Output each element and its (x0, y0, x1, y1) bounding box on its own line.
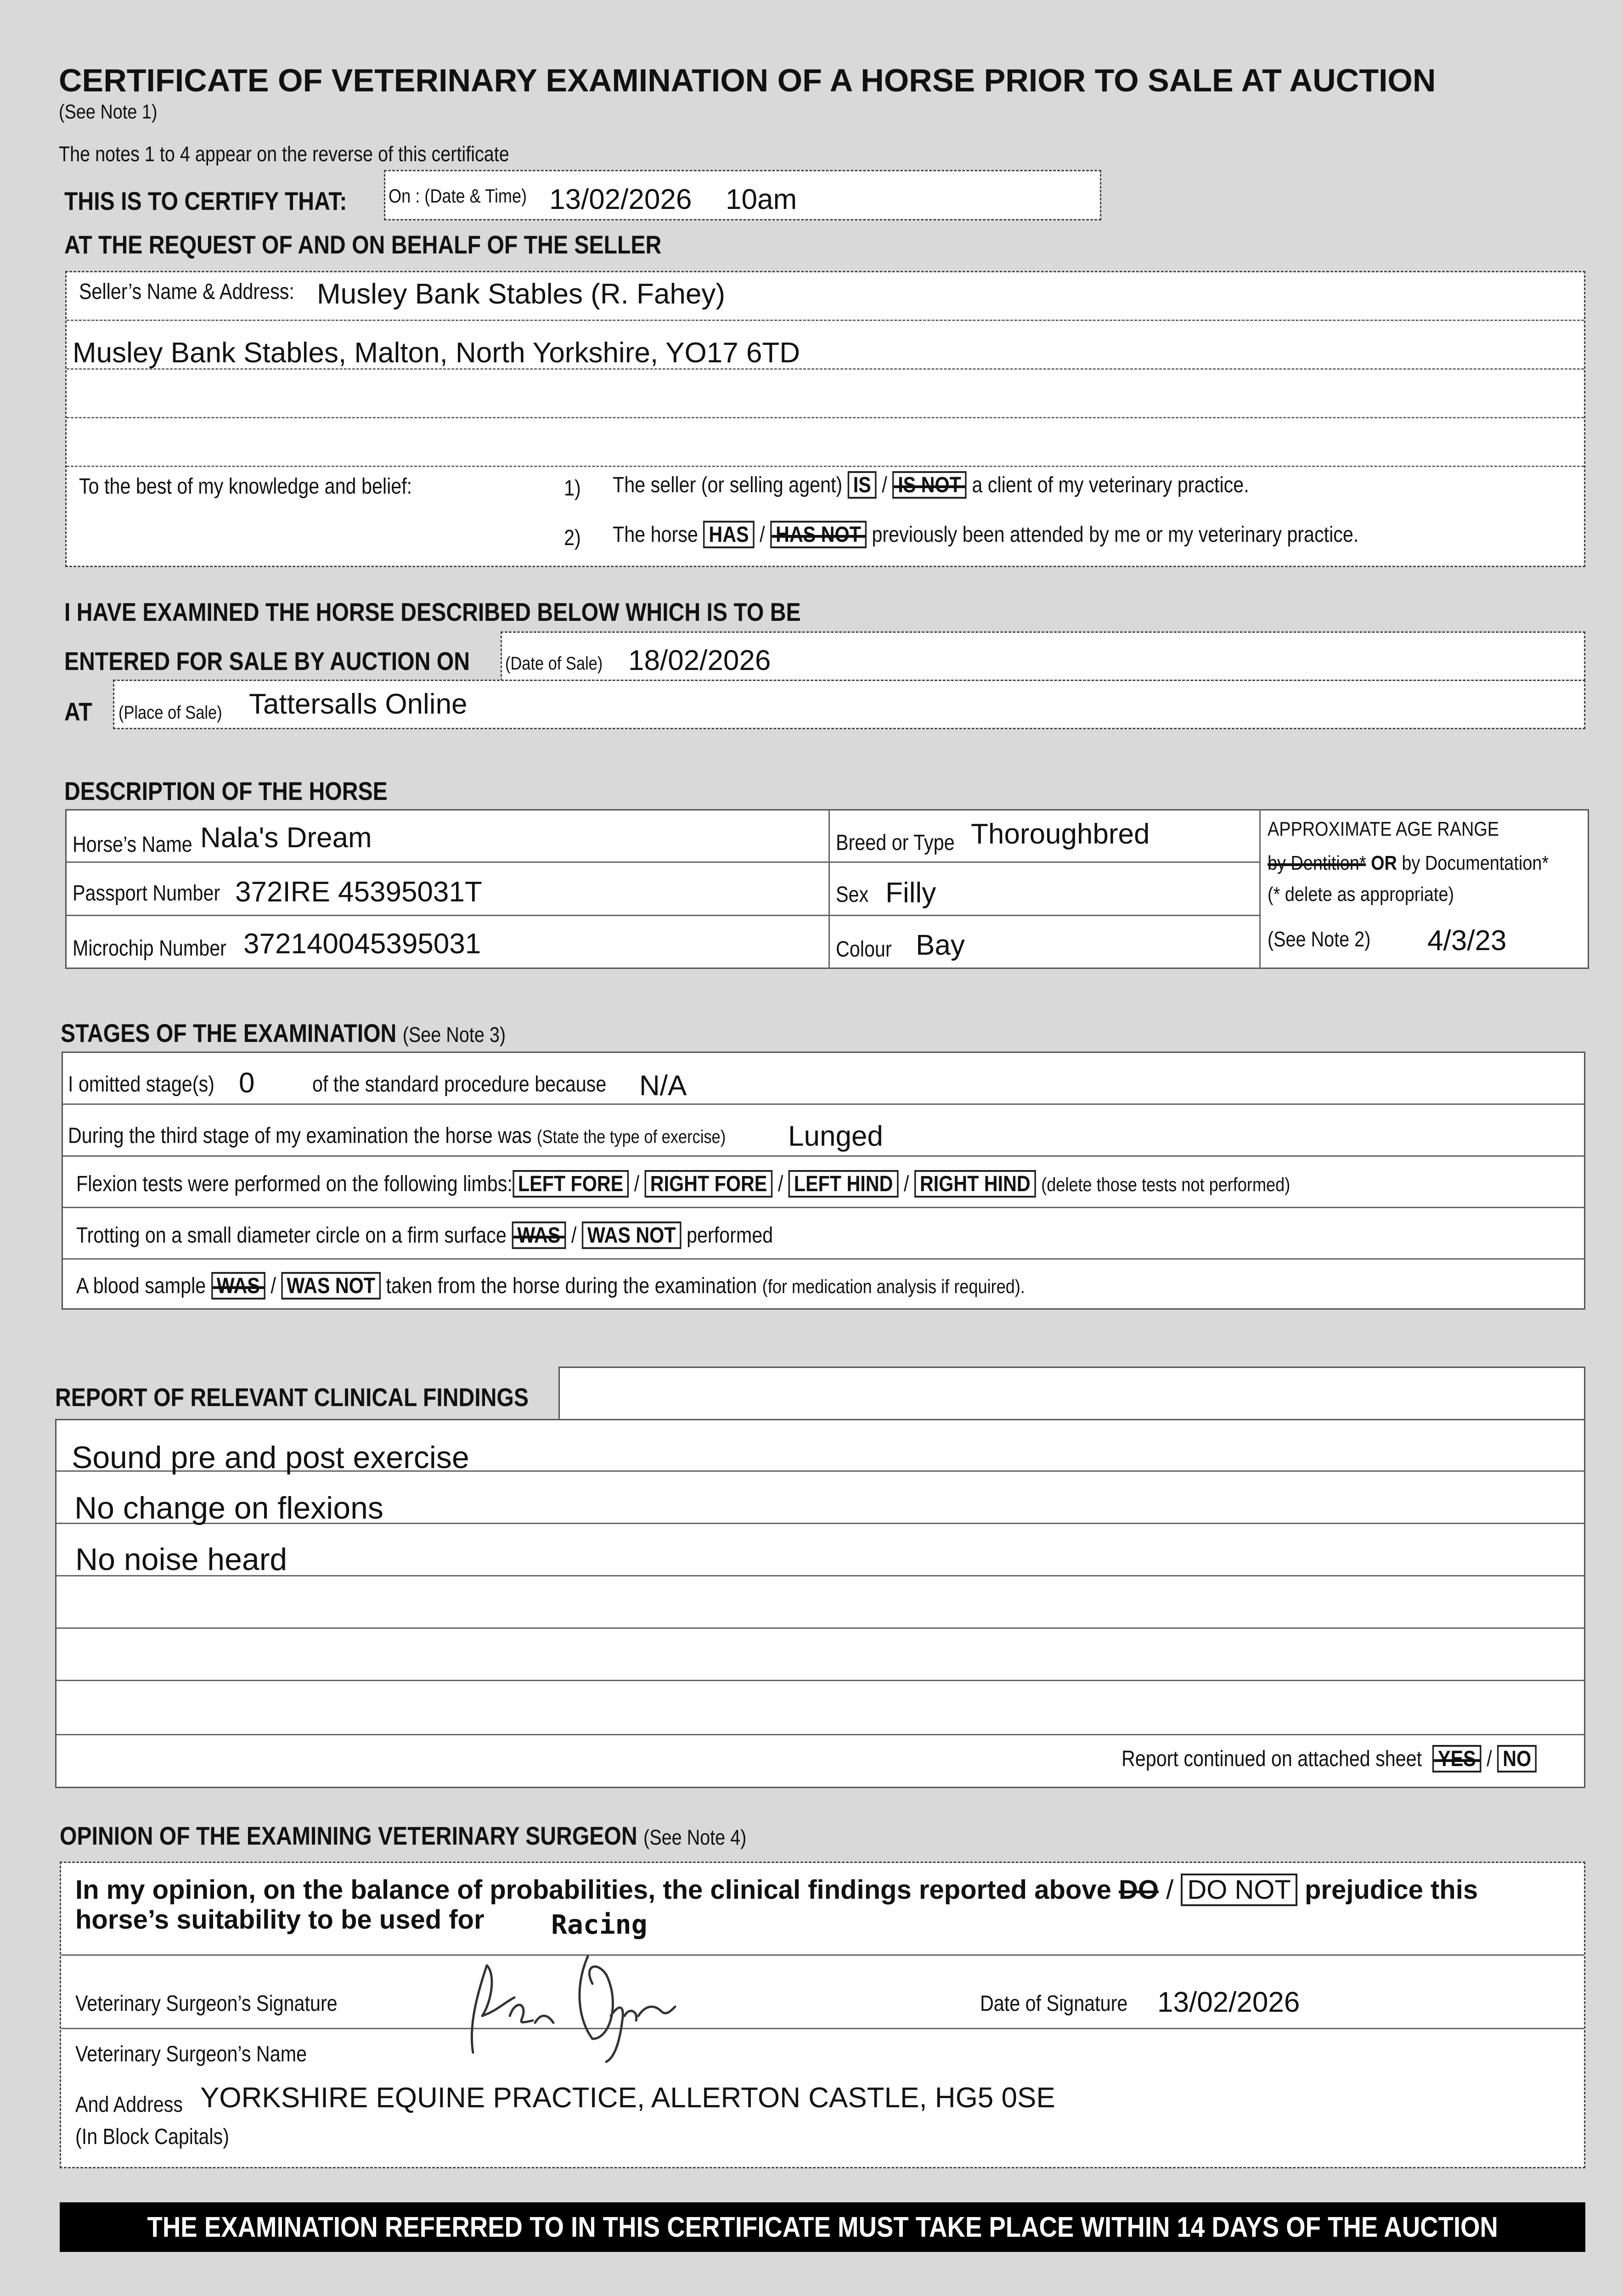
trot-was-struck: WAS (512, 1221, 566, 1249)
opinion-title-line (60, 1823, 746, 1849)
sex-label: Sex (836, 883, 869, 907)
opinion-section-title: OPINION OF THE EXAMINING VETERINARY SURGEON (60, 1821, 637, 1850)
opinion-sep: / (1166, 1875, 1174, 1905)
vet-address-label: And Address (75, 2093, 183, 2117)
signature-image (455, 1947, 693, 2071)
knowledge-label: To the best of my knowledge and belief: (79, 474, 412, 499)
block-capitals-note: (In Block Capitals) (75, 2125, 229, 2149)
trot-post: performed (686, 1223, 773, 1248)
option-has: HAS (703, 521, 754, 548)
limb-sep-3: / (903, 1172, 909, 1196)
item1-pre: The seller (or selling agent) (613, 473, 843, 497)
because-label: of the standard procedure because (312, 1072, 607, 1097)
item2-pre: The horse (613, 523, 698, 547)
blood-label: A blood sample (76, 1274, 206, 1298)
opinion-do-not: DO NOT (1181, 1874, 1297, 1906)
item2-number: 2) (564, 526, 581, 550)
vet-name-label: Veterinary Surgeon’s Name (75, 2042, 307, 2066)
stages-section-title: STAGES OF THE EXAMINATION (61, 1019, 397, 1047)
item2-line (613, 521, 1358, 548)
sale-place: Tattersalls Online (249, 688, 468, 720)
age-by-documentation: by Documentation* (1402, 852, 1549, 874)
see-note-1: (See Note 1) (59, 101, 158, 123)
item1-number: 1) (564, 476, 581, 501)
passport-number: 372IRE 45395031T (235, 876, 482, 908)
date-of-signature-label: Date of Signature (980, 1992, 1128, 2016)
findings-title-cell (558, 1367, 1585, 1421)
findings-section-title: REPORT OF RELEVANT CLINICAL FINDINGS (55, 1383, 529, 1412)
flexion-line (76, 1170, 1290, 1198)
finding-line-2: No change on flexions (74, 1491, 383, 1525)
opinion-text-post: prejudice this (1305, 1875, 1478, 1905)
because-value: N/A (639, 1070, 687, 1102)
limb-right-fore: RIGHT FORE (645, 1170, 773, 1198)
limb-right-hind: RIGHT HIND (914, 1170, 1036, 1198)
blood-sep: / (270, 1274, 276, 1298)
limb-sep-2: / (778, 1172, 783, 1196)
exam-time: 10am (726, 184, 797, 215)
colour-value: Bay (916, 929, 965, 961)
sale-date: 18/02/2026 (628, 645, 771, 676)
age-by-dentition-struck: by Dentition* (1268, 852, 1366, 874)
limb-sep-1: / (634, 1172, 640, 1196)
third-stage-note: (State the type of exercise) (537, 1127, 726, 1147)
item1-post: a client of my veterinary practice. (972, 473, 1249, 497)
third-stage-value: Lunged (788, 1120, 883, 1152)
omitted-value: 0 (239, 1067, 255, 1099)
date-of-sale-label: (Date of Sale) (505, 653, 603, 674)
finding-line-1: Sound pre and post exercise (72, 1440, 469, 1475)
date-of-signature: 13/02/2026 (1157, 1986, 1300, 2018)
horse-name-label: Horse’s Name (73, 833, 192, 857)
continued-line (1121, 1745, 1537, 1773)
omitted-label: I omitted stage(s) (68, 1072, 214, 1097)
microchip-number: 372140045395031 (243, 928, 481, 960)
footer-text: THE EXAMINATION REFERRED TO IN THIS CERTIFICATE MUST TAKE PLACE WITHIN 14 DAYS OF THE AUCTION (147, 2211, 1498, 2243)
option-is: IS (848, 471, 877, 499)
flexion-note: (delete those tests not performed) (1041, 1174, 1291, 1195)
opinion-text-line-2: horse’s suitability to be used for (75, 1905, 485, 1935)
trot-label: Trotting on a small diameter circle on a firm surface (76, 1223, 507, 1248)
age-delete-note: (* delete as appropriate) (1268, 883, 1454, 906)
place-of-sale-label: (Place of Sale) (118, 703, 222, 723)
opinion-text-pre: In my opinion, on the balance of probabilities, the clinical findings reported above (75, 1875, 1111, 1905)
seller-address: Musley Bank Stables, Malton, North Yorkshire, YO17 6TD (73, 337, 800, 369)
trot-sep: / (571, 1223, 577, 1248)
footer-banner (60, 2202, 1585, 2252)
exam-date: 13/02/2026 (549, 184, 692, 215)
passport-label: Passport Number (73, 881, 220, 906)
continued-sep: / (1487, 1747, 1492, 1771)
breed-label: Breed or Type (836, 831, 955, 855)
limb-left-fore: LEFT FORE (513, 1170, 629, 1198)
certify-label: THIS IS TO CERTIFY THAT: (64, 186, 347, 215)
horse-section-title: DESCRIPTION OF THE HORSE (64, 777, 388, 805)
at-label: AT (64, 697, 92, 726)
age-or: OR (1371, 852, 1397, 874)
finding-line-3: No noise heard (75, 1542, 287, 1577)
date-time-label: On : (Date & Time) (389, 185, 527, 207)
certificate-title: CERTIFICATE OF VETERINARY EXAMINATION OF A HORSE PRIOR TO SALE AT AUCTION (59, 62, 1436, 98)
item2-sep: / (760, 523, 765, 547)
vet-name-address: YORKSHIRE EQUINE PRACTICE, ALLERTON CASTLE, HG5 0SE (200, 2082, 1055, 2114)
blood-was-struck: WAS (211, 1272, 265, 1300)
opinion-see-note: (See Note 4) (643, 1825, 747, 1849)
horse-name: Nala's Dream (200, 822, 372, 854)
limb-left-hind: LEFT HIND (789, 1170, 899, 1198)
notes-reverse-text: The notes 1 to 4 appear on the reverse of this certificate (59, 142, 509, 166)
continued-yes-struck: YES (1432, 1745, 1482, 1773)
item1-line (613, 471, 1249, 499)
colour-label: Colour (836, 937, 892, 962)
option-is-not-struck: IS NOT (892, 471, 967, 499)
breed-value: Thoroughbred (971, 818, 1150, 850)
continued-no: NO (1497, 1745, 1537, 1773)
examined-label: I HAVE EXAMINED THE HORSE DESCRIBED BELOW WHICH IS TO BE (64, 597, 801, 626)
sex-value: Filly (885, 877, 936, 909)
item2-post: previously been attended by me or my veterinary practice. (872, 523, 1359, 547)
trot-was-not: WAS NOT (582, 1221, 682, 1249)
age-see-note: (See Note 2) (1268, 927, 1371, 951)
trot-line (76, 1221, 773, 1249)
continued-label: Report continued on attached sheet (1121, 1747, 1422, 1771)
blood-note: (for medication analysis if required). (762, 1276, 1025, 1297)
opinion-use-value: Racing (551, 1909, 648, 1940)
microchip-label: Microchip Number (73, 936, 226, 961)
third-stage-label: During the third stage of my examination the horse was (68, 1124, 532, 1148)
opinion-do-struck: DO (1118, 1875, 1159, 1905)
age-range-title: APPROXIMATE AGE RANGE (1268, 818, 1499, 840)
flexion-label: Flexion tests were performed on the following limbs: (76, 1172, 513, 1196)
blood-line (76, 1272, 1025, 1300)
seller-name-label: Seller’s Name & Address: (79, 280, 294, 304)
seller-name: Musley Bank Stables (R. Fahey) (317, 278, 726, 310)
blood-post: taken from the horse during the examination (386, 1274, 757, 1298)
entered-label: ENTERED FOR SALE BY AUCTION ON (64, 647, 470, 675)
stages-see-note: (See Note 3) (402, 1023, 506, 1047)
third-stage-line (68, 1125, 726, 1147)
signature-label: Veterinary Surgeon’s Signature (75, 1992, 338, 2016)
request-label: AT THE REQUEST OF AND ON BEHALF OF THE SELLER (64, 230, 662, 259)
age-by-line (1268, 853, 1549, 873)
opinion-line-1 (75, 1874, 1478, 1906)
item1-sep: / (882, 473, 887, 497)
blood-was-not: WAS NOT (281, 1272, 381, 1300)
option-has-not-struck: HAS NOT (770, 521, 867, 548)
age-value: 4/3/23 (1427, 925, 1507, 957)
stages-title-line (61, 1020, 506, 1046)
